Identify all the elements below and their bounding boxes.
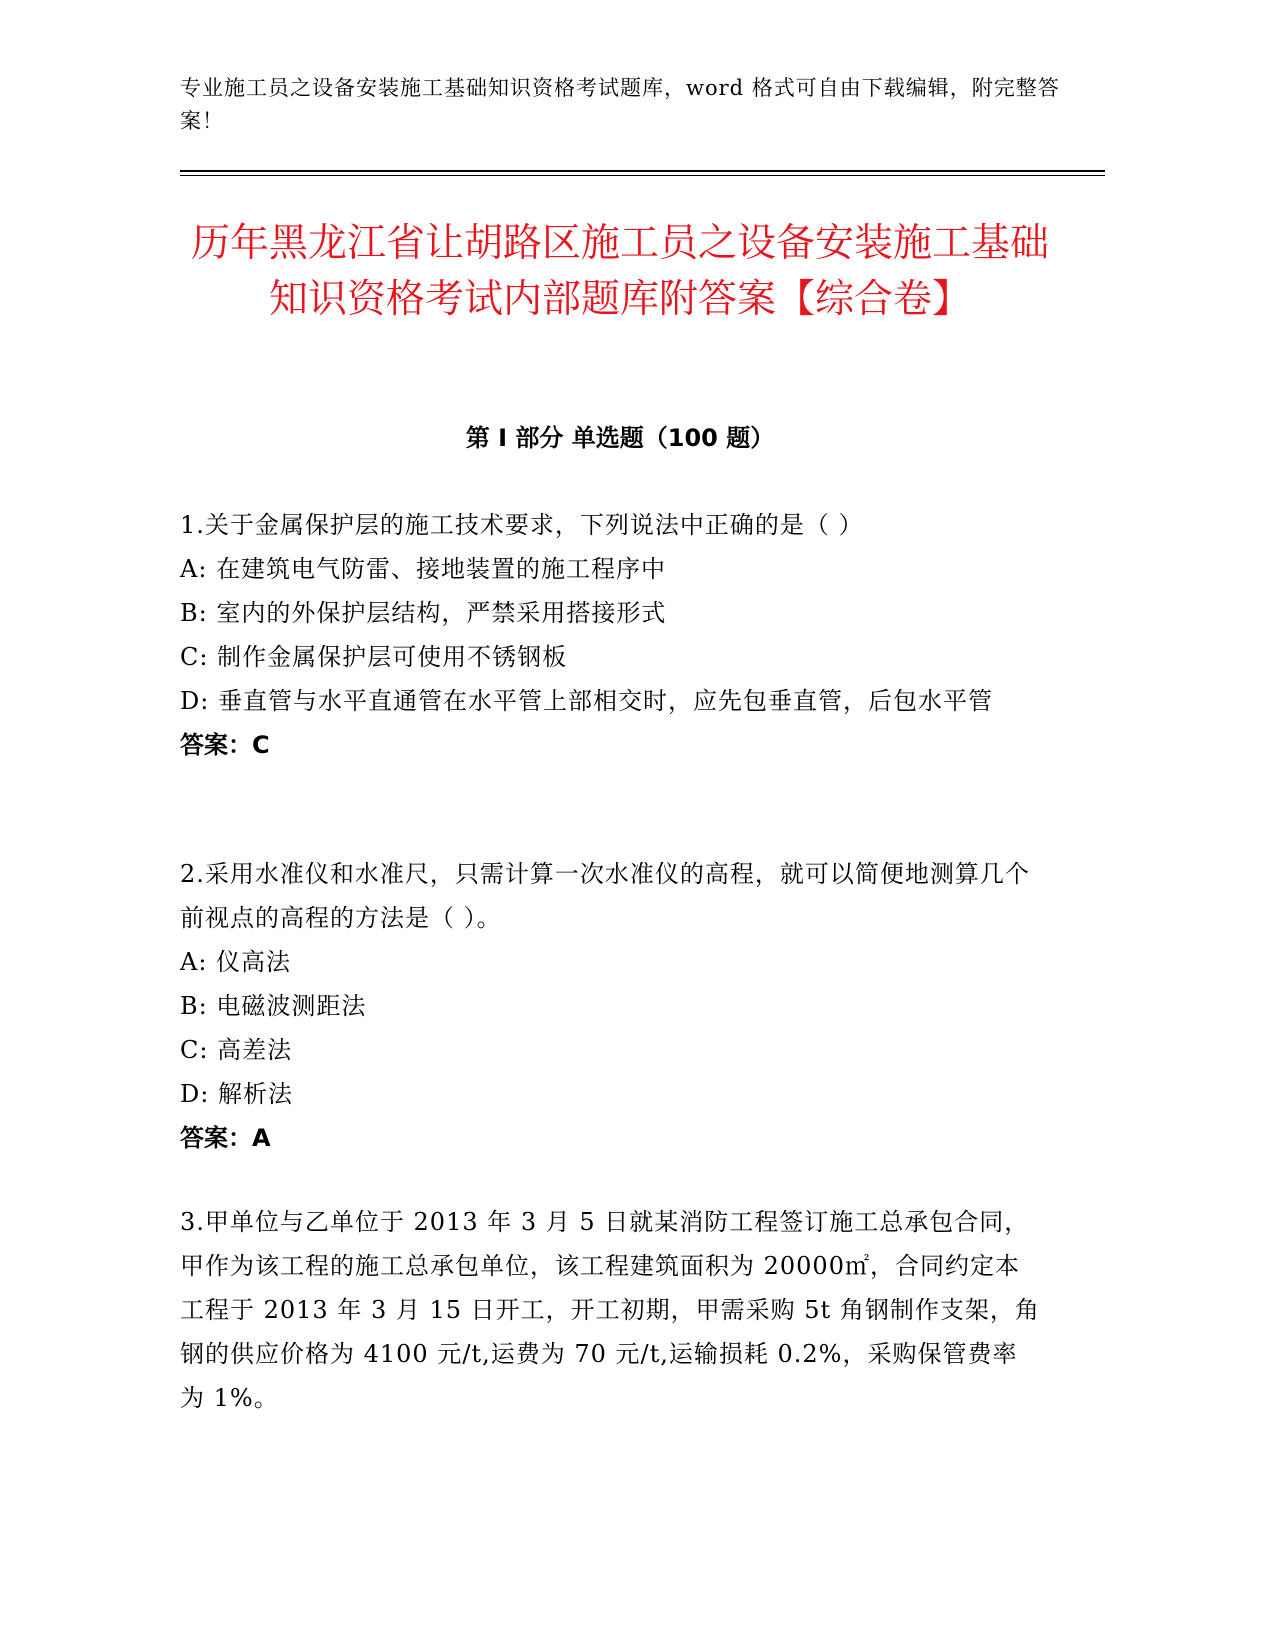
answer: 答案：C xyxy=(180,731,270,759)
option-b: B: 电磁波测距法 xyxy=(180,992,367,1020)
option-a: A: 仪高法 xyxy=(180,948,292,976)
question-3 xyxy=(180,1200,1040,1420)
question-2 xyxy=(180,852,1040,1160)
section-title: 第 I 部分 单选题（100 题） xyxy=(465,424,775,452)
header-intro: 专业施工员之设备安装施工基础知识资格考试题库，word 格式可自由下载编辑，附完整答案！ xyxy=(180,76,1060,133)
option-a: A: 在建筑电气防雷、接地装置的施工程序中 xyxy=(180,555,667,583)
question-stem: 2.采用水准仪和水准尺，只需计算一次水准仪的高程，就可以简便地测算几个前视点的高程的方法是（ ）。 xyxy=(180,860,1030,932)
question-stem: 1.关于金属保护层的施工技术要求，下列说法中正确的是（ ） xyxy=(180,511,864,539)
question-stem: 3.甲单位与乙单位于 2013 年 3 月 5 日就某消防工程签订施工总承包合同，甲作为该工程的施工总承包单位，该工程建筑面积为 20000㎡，合同约定本工程于 2013 年 3 月 15 日开工，开工初期，甲需采购 5t 角钢制作支架，角钢的供应价格为 4100 元/t,运费为 70 元/t,运输损耗 0.2%，采购保管费率为 1%。 xyxy=(180,1208,1040,1412)
header-divider-thick xyxy=(180,170,1105,172)
header-divider-thin xyxy=(180,175,1105,176)
option-d: D: 解析法 xyxy=(180,1080,293,1108)
answer: 答案：A xyxy=(180,1124,271,1152)
question-1 xyxy=(180,503,1040,767)
option-b: B: 室内的外保护层结构，严禁采用搭接形式 xyxy=(180,599,667,627)
option-d: D: 垂直管与水平直通管在水平管上部相交时，应先包垂直管，后包水平管 xyxy=(180,687,993,715)
document-title: 历年黑龙江省让胡路区施工员之设备安装施工基础知识资格考试内部题库附答案【综合卷】 xyxy=(190,221,1049,322)
option-c: C: 制作金属保护层可使用不锈钢板 xyxy=(180,643,568,671)
option-c: C: 高差法 xyxy=(180,1036,293,1064)
